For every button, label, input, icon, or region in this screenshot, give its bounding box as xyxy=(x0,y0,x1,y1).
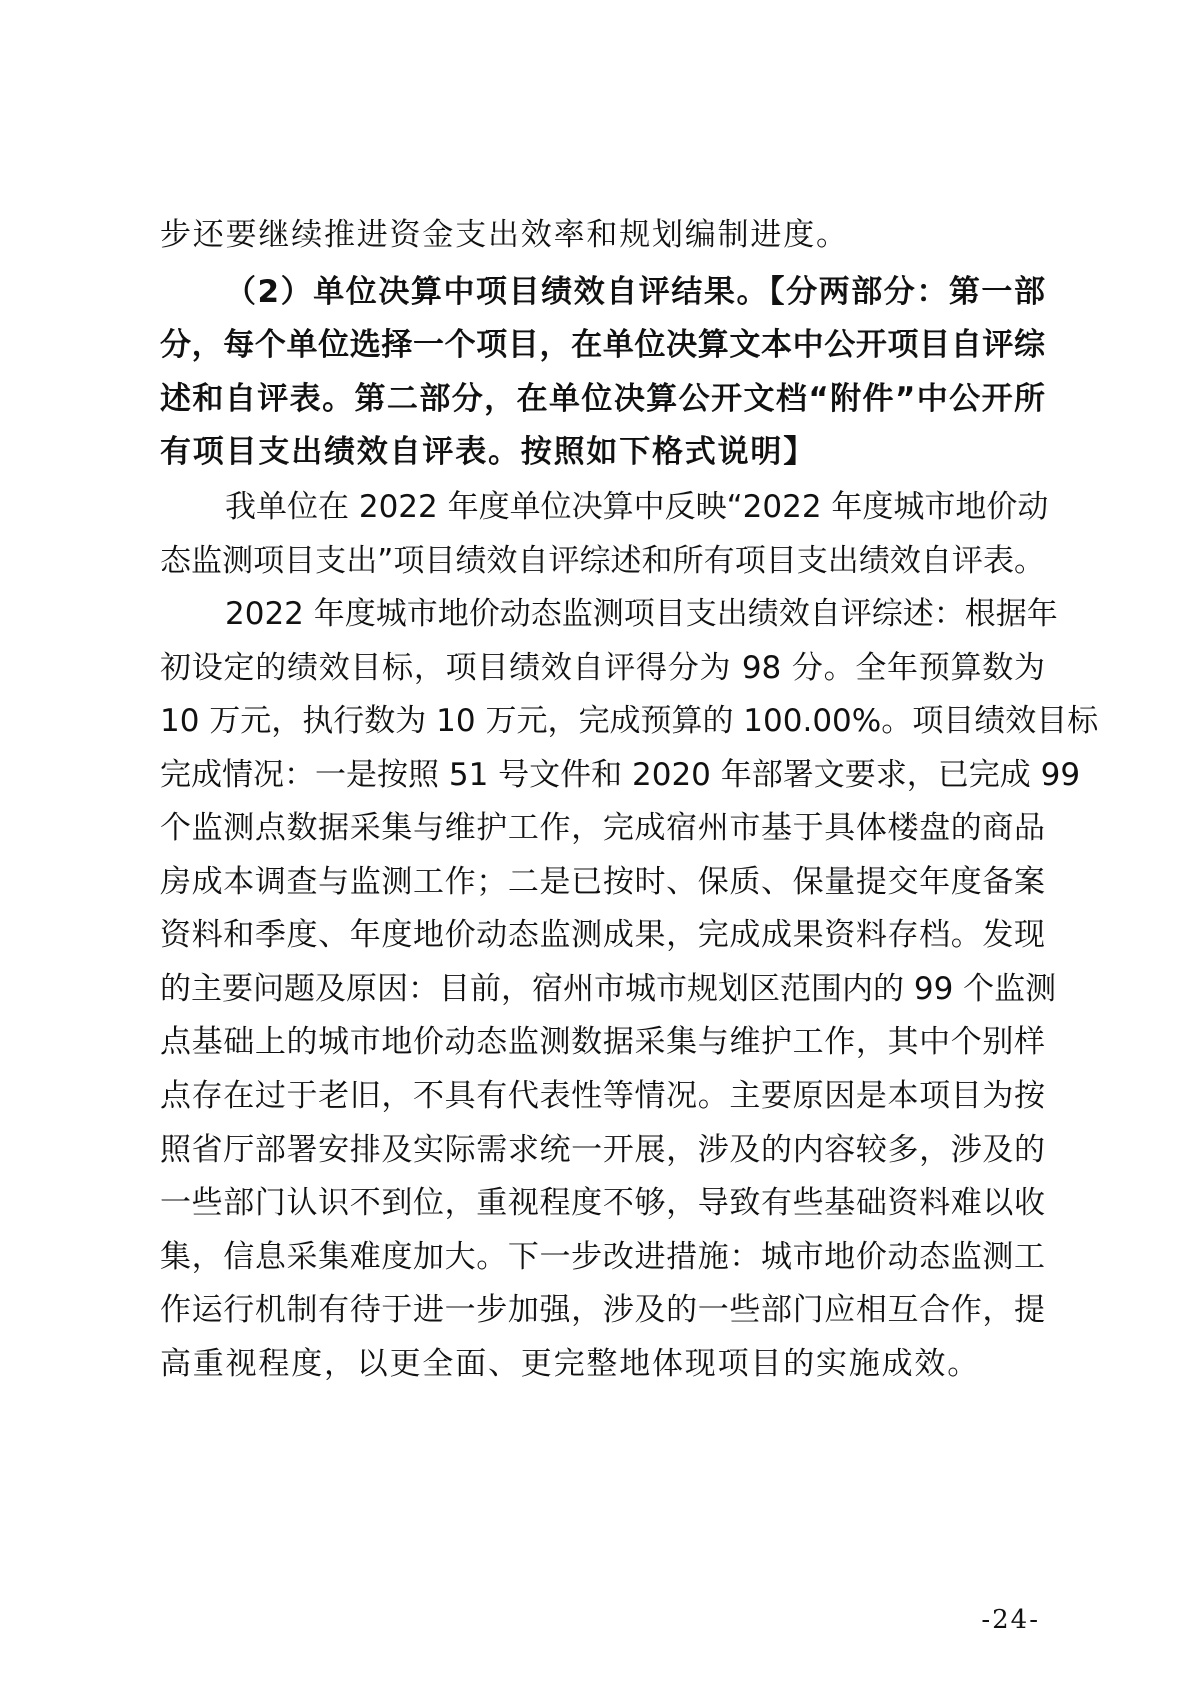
page-number: -24- xyxy=(981,1605,1040,1635)
paragraph-line: 作运行机制有待于进一步加强，涉及的一些部门应相互合作，提 xyxy=(160,1292,1045,1328)
paragraph-line: 集，信息采集难度加大。下一步改进措施：城市地价动态监测工 xyxy=(160,1239,1045,1275)
paragraph-line: 初设定的绩效目标，项目绩效自评得分为 98 分。全年预算数为 xyxy=(160,650,1045,686)
section-heading-line: 分，每个单位选择一个项目，在单位决算文本中公开项目自评综 xyxy=(160,327,1045,363)
paragraph-line: 我单位在 2022 年度单位决算中反映“2022 年度城市地价动 xyxy=(225,489,1049,525)
paragraph-line: 个监测点数据采集与维护工作，完成宿州市基于具体楼盘的商品 xyxy=(160,810,1045,846)
text-line: 步还要继续推进资金支出效率和规划编制进度。 xyxy=(160,217,849,253)
paragraph-line: 高重视程度，以更全面、更完整地体现项目的实施成效。 xyxy=(160,1346,980,1382)
paragraph-line: 一些部门认识不到位，重视程度不够，导致有些基础资料难以收 xyxy=(160,1185,1045,1221)
paragraph-line: 照省厅部署安排及实际需求统一开展，涉及的内容较多，涉及的 xyxy=(160,1132,1045,1168)
paragraph-line: 房成本调查与监测工作；二是已按时、保质、保量提交年度备案 xyxy=(160,864,1045,900)
paragraph-line: 点基础上的城市地价动态监测数据采集与维护工作，其中个别样 xyxy=(160,1024,1045,1060)
paragraph-line: 完成情况：一是按照 51 号文件和 2020 年部署文要求，已完成 99 xyxy=(160,757,1081,793)
paragraph-line: 态监测项目支出”项目绩效自评综述和所有项目支出绩效自评表。 xyxy=(160,543,1045,579)
paragraph-line: 10 万元，执行数为 10 万元，完成预算的 100.00%。项目绩效目标 xyxy=(160,703,1099,739)
section-heading-line: 有项目支出绩效自评表。按照如下格式说明】 xyxy=(160,434,816,470)
paragraph-line: 资料和季度、年度地价动态监测成果，完成成果资料存档。发现 xyxy=(160,917,1045,953)
section-heading-line: 述和自评表。第二部分，在单位决算公开文档“附件”中公开所 xyxy=(160,381,1045,417)
paragraph-line: 点存在过于老旧，不具有代表性等情况。主要原因是本项目为按 xyxy=(160,1078,1045,1114)
paragraph-line: 2022 年度城市地价动态监测项目支出绩效自评综述：根据年 xyxy=(225,596,1058,632)
paragraph-line: 的主要问题及原因：目前，宿州市城市规划区范围内的 99 个监测 xyxy=(160,971,1057,1007)
section-heading-line: （2）单位决算中项目绩效自评结果。【分两部分：第一部 xyxy=(225,274,1045,310)
